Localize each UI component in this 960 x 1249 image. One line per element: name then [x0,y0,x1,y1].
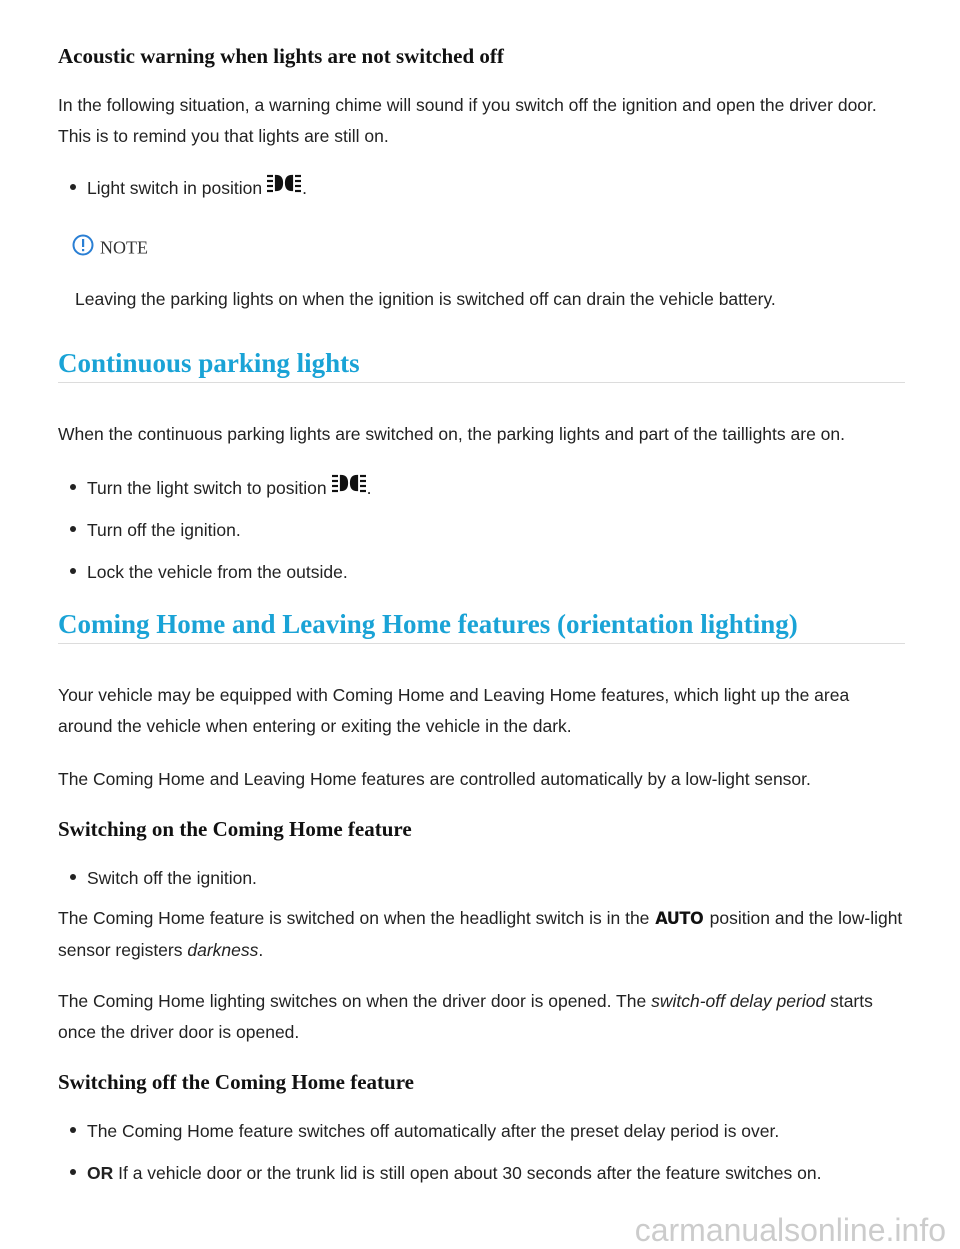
bullet-dot [70,1169,76,1175]
bullet-dot [70,568,76,574]
list-item [70,1161,821,1185]
auto-symbol: AUTO [655,909,704,929]
bullet-dot [70,526,76,532]
note-box [72,236,148,263]
acoustic-intro: In the following situation, a warning chime will sound if you switch off the ignition and open the driver door. This is to remind you that lights are still on. [58,95,877,146]
list-item [70,866,257,890]
list-item: Light switch in position . [70,176,307,202]
parking-light-icon [266,173,302,199]
list-item [70,560,348,584]
coming-home-intro-2: The Coming Home and Leaving Home features are controlled automatically by a low-light sensor. [58,769,811,789]
heading-continuous-parking-lights: Continuous parking lights [58,348,905,383]
heading-switching-off: Switching off the Coming Home feature [58,1070,414,1094]
note-label: NOTE [100,237,148,258]
parking-intro: When the continuous parking lights are switched on, the parking lights and part of the taillights are on. [58,424,845,444]
coming-home-intro: Your vehicle may be equipped with Coming Home and Leaving Home features, which light up the area around the vehicle when entering or exiting the vehicle in the dark. [58,685,850,736]
bullet-text: Light switch in position [87,178,263,198]
list-item: Turn the light switch to position . [70,476,371,502]
coming-home-lighting-paragraph: The Coming Home lighting switches on when the driver door is opened. The switch-off delay period starts once the driver door is opened. [58,991,873,1042]
list-item [70,518,241,542]
parking-light-icon [331,473,367,499]
bullet-text: If a vehicle door or the trunk lid is still open about 30 seconds after the feature switches on. [118,1163,822,1183]
note-text: Leaving the parking lights on when the ignition is switched off can drain the vehicle battery. [75,289,776,309]
bullet-dot [70,1127,76,1133]
bullet-text: Turn off the ignition. [87,520,241,540]
heading-switching-on: Switching on the Coming Home feature [58,817,412,841]
bullet-dot [70,484,76,490]
bullet-dot [70,874,76,880]
bullet-text: Switch off the ignition. [87,868,257,888]
exclamation-circle-icon [72,234,94,261]
bullet-text: The Coming Home feature switches off automatically after the preset delay period is over. [87,1121,780,1141]
watermark: carmanualsonline.info [634,1212,946,1248]
bullet-dot [70,184,76,190]
coming-home-on-paragraph: The Coming Home feature is switched on when the headlight switch is in the AUTO position and the low-light sensor registers darkness. [58,903,905,966]
bullet-text: Lock the vehicle from the outside. [87,562,348,582]
or-label: OR [87,1163,114,1183]
heading-coming-home-leaving-home: Coming Home and Leaving Home features (orientation lighting) [58,609,905,644]
heading-acoustic-warning: Acoustic warning when lights are not switched off [58,44,504,68]
note-header [72,236,148,263]
list-item [70,1119,779,1143]
bullet-text: Turn the light switch to position [87,478,327,498]
